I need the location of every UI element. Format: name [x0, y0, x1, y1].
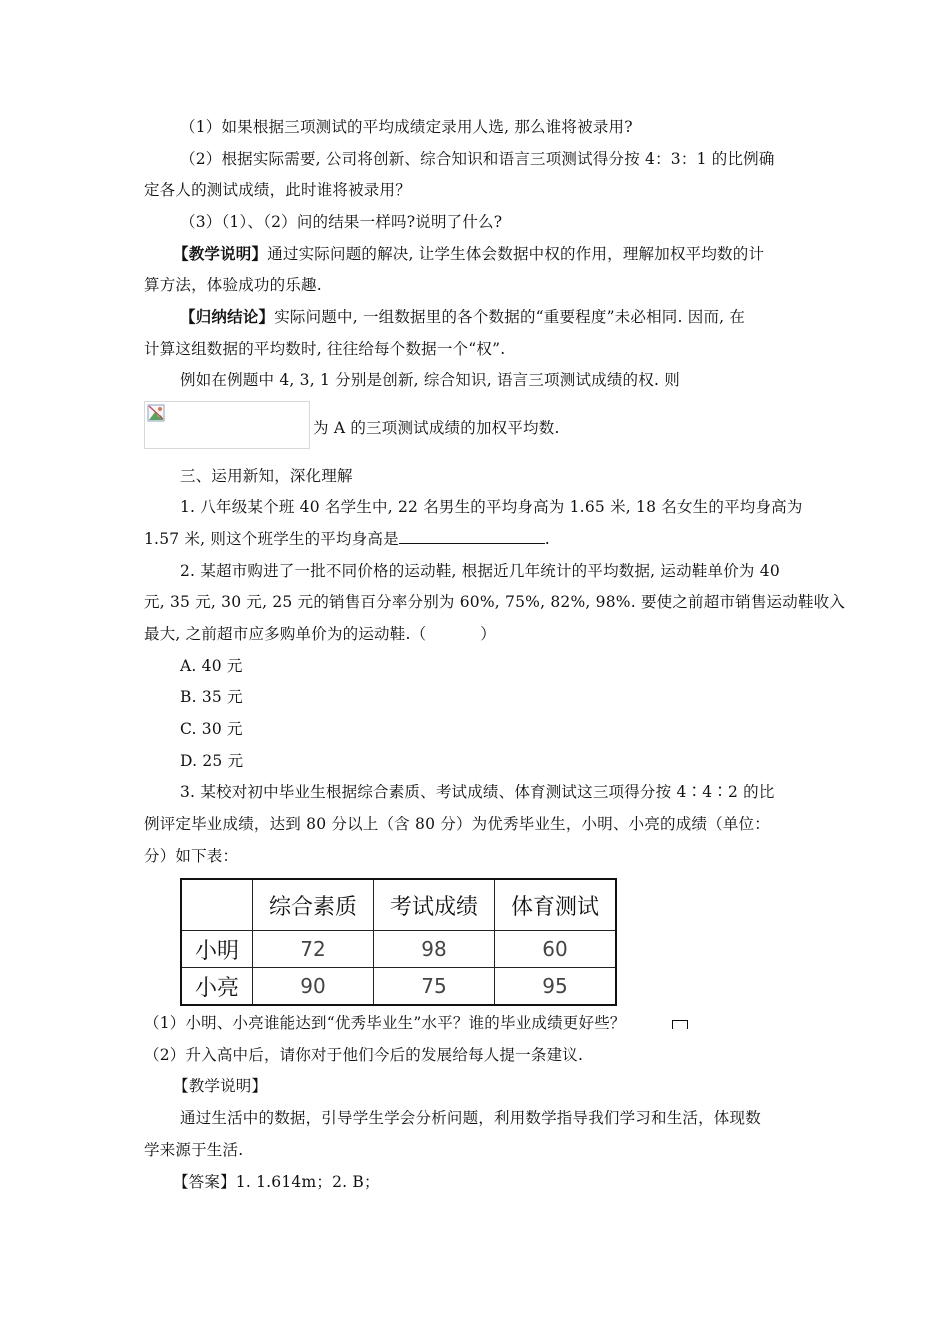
problem-2-line-2: 元, 35 元, 30 元, 25 元的销售百分率分别为 60%, 75%, 82%, 98%. 要使之前超市销售运动鞋收入 — [144, 593, 846, 611]
conclusion-label: 【归纳结论】 — [180, 307, 275, 326]
sub-question-2: （2）升入高中后，请你对于他们今后的发展给每人提一条建议. — [144, 1046, 584, 1064]
option-c: C. 30 元 — [180, 720, 243, 738]
weighted-average-sentence: 为 A 的三项测试成绩的加权平均数. — [313, 419, 560, 437]
teaching-note-2-label: 【教学说明】 — [173, 1077, 268, 1095]
problem-1-line-2 — [144, 529, 550, 549]
problem-3-line-3: 分）如下表： — [144, 847, 239, 865]
student-name: 小明 — [181, 931, 253, 968]
teaching-note-2-line-2: 学来源于生活. — [144, 1141, 244, 1159]
question-3: （3）（1）、（2）问的结果一样吗?说明了什么? — [180, 213, 503, 231]
problem-2-line-3 — [144, 624, 496, 644]
score-cell: 72 — [253, 931, 374, 968]
score-cell: 98 — [374, 931, 495, 968]
table-row — [181, 968, 616, 1006]
small-bracket-mark — [672, 1020, 688, 1029]
section-heading-3: 三、运用新知，深化理解 — [180, 467, 353, 485]
broken-image-icon — [147, 404, 165, 422]
question-1: （1）如果根据三项测试的平均成绩定录用人选, 那么谁将被录用? — [180, 118, 633, 136]
teaching-note-1-line-1 — [173, 244, 764, 264]
score-cell: 90 — [253, 968, 374, 1006]
option-d: D. 25 元 — [180, 752, 244, 770]
option-b: B. 35 元 — [180, 688, 243, 706]
problem-1-end: . — [544, 530, 550, 548]
problem-3-line-2: 例评定毕业成绩，达到 80 分以上（含 80 分）为优秀毕业生，小明、小亮的成绩（单位： — [144, 815, 770, 833]
problem-3-line-1: 3. 某校对初中毕业生根据综合素质、考试成绩、体育测试这三项得分按 4∶4∶2 的比 — [180, 783, 775, 801]
score-cell: 60 — [495, 931, 617, 968]
sub-question-1: （1）小明、小亮谁能达到“优秀毕业生”水平？谁的毕业成绩更好些？ — [144, 1014, 626, 1032]
score-cell: 95 — [495, 968, 617, 1006]
problem-1-text: 1.57 米, 则这个班学生的平均身高是 — [144, 530, 399, 548]
question-2-line-2: 定各人的测试成绩，此时谁将被录用？ — [144, 181, 411, 199]
teaching-note-label: 【教学说明】 — [173, 244, 268, 263]
formula-image-placeholder — [144, 401, 310, 449]
question-2-line-1: （2）根据实际需要, 公司将创新、综合知识和语言三项测试得分按 4：3：1 的比例确 — [180, 150, 775, 168]
conclusion-line-1 — [180, 307, 745, 327]
table-header-cell: 体育测试 — [495, 879, 617, 931]
conclusion-text: 实际问题中, 一组数据里的各个数据的“重要程度”未必相同. 因而, 在 — [274, 308, 746, 326]
example-line: 例如在例题中 4, 3, 1 分别是创新, 综合知识, 语言三项测试成绩的权. 则 — [180, 371, 680, 389]
teaching-note-1-line-2: 算方法，体验成功的乐趣. — [144, 276, 322, 294]
teaching-note-2-line-1: 通过生活中的数据，引导学生学会分析问题，利用数学指导我们学习和生活，体现数 — [180, 1109, 761, 1127]
answer-line: 【答案】1. 1.614m；2. B； — [173, 1173, 380, 1191]
score-cell: 75 — [374, 968, 495, 1006]
table-header-cell — [181, 879, 253, 931]
problem-2-text: 最大, 之前超市应多购单价为的运动鞋.（ — [144, 625, 427, 643]
table-row — [181, 931, 616, 968]
answer-blank — [399, 529, 545, 544]
conclusion-line-2: 计算这组数据的平均数时, 往往给每个数据一个“权”. — [144, 340, 506, 358]
table-header-cell: 综合素质 — [253, 879, 374, 931]
scores-table — [180, 878, 617, 1006]
teaching-note-text: 通过实际问题的解决, 让学生体会数据中权的作用，理解加权平均数的计 — [267, 245, 765, 263]
problem-1-line-1: 1. 八年级某个班 40 名学生中, 22 名男生的平均身高为 1.65 米, 18 名女生的平均身高为 — [180, 498, 803, 516]
problem-2-close: ） — [480, 625, 496, 643]
table-header-row — [181, 879, 616, 931]
option-a: A. 40 元 — [180, 657, 243, 675]
problem-2-line-1: 2. 某超市购进了一批不同价格的运动鞋, 根据近几年统计的平均数据, 运动鞋单价为 40 — [180, 562, 780, 580]
table-header-cell: 考试成绩 — [374, 879, 495, 931]
student-name: 小亮 — [181, 968, 253, 1006]
